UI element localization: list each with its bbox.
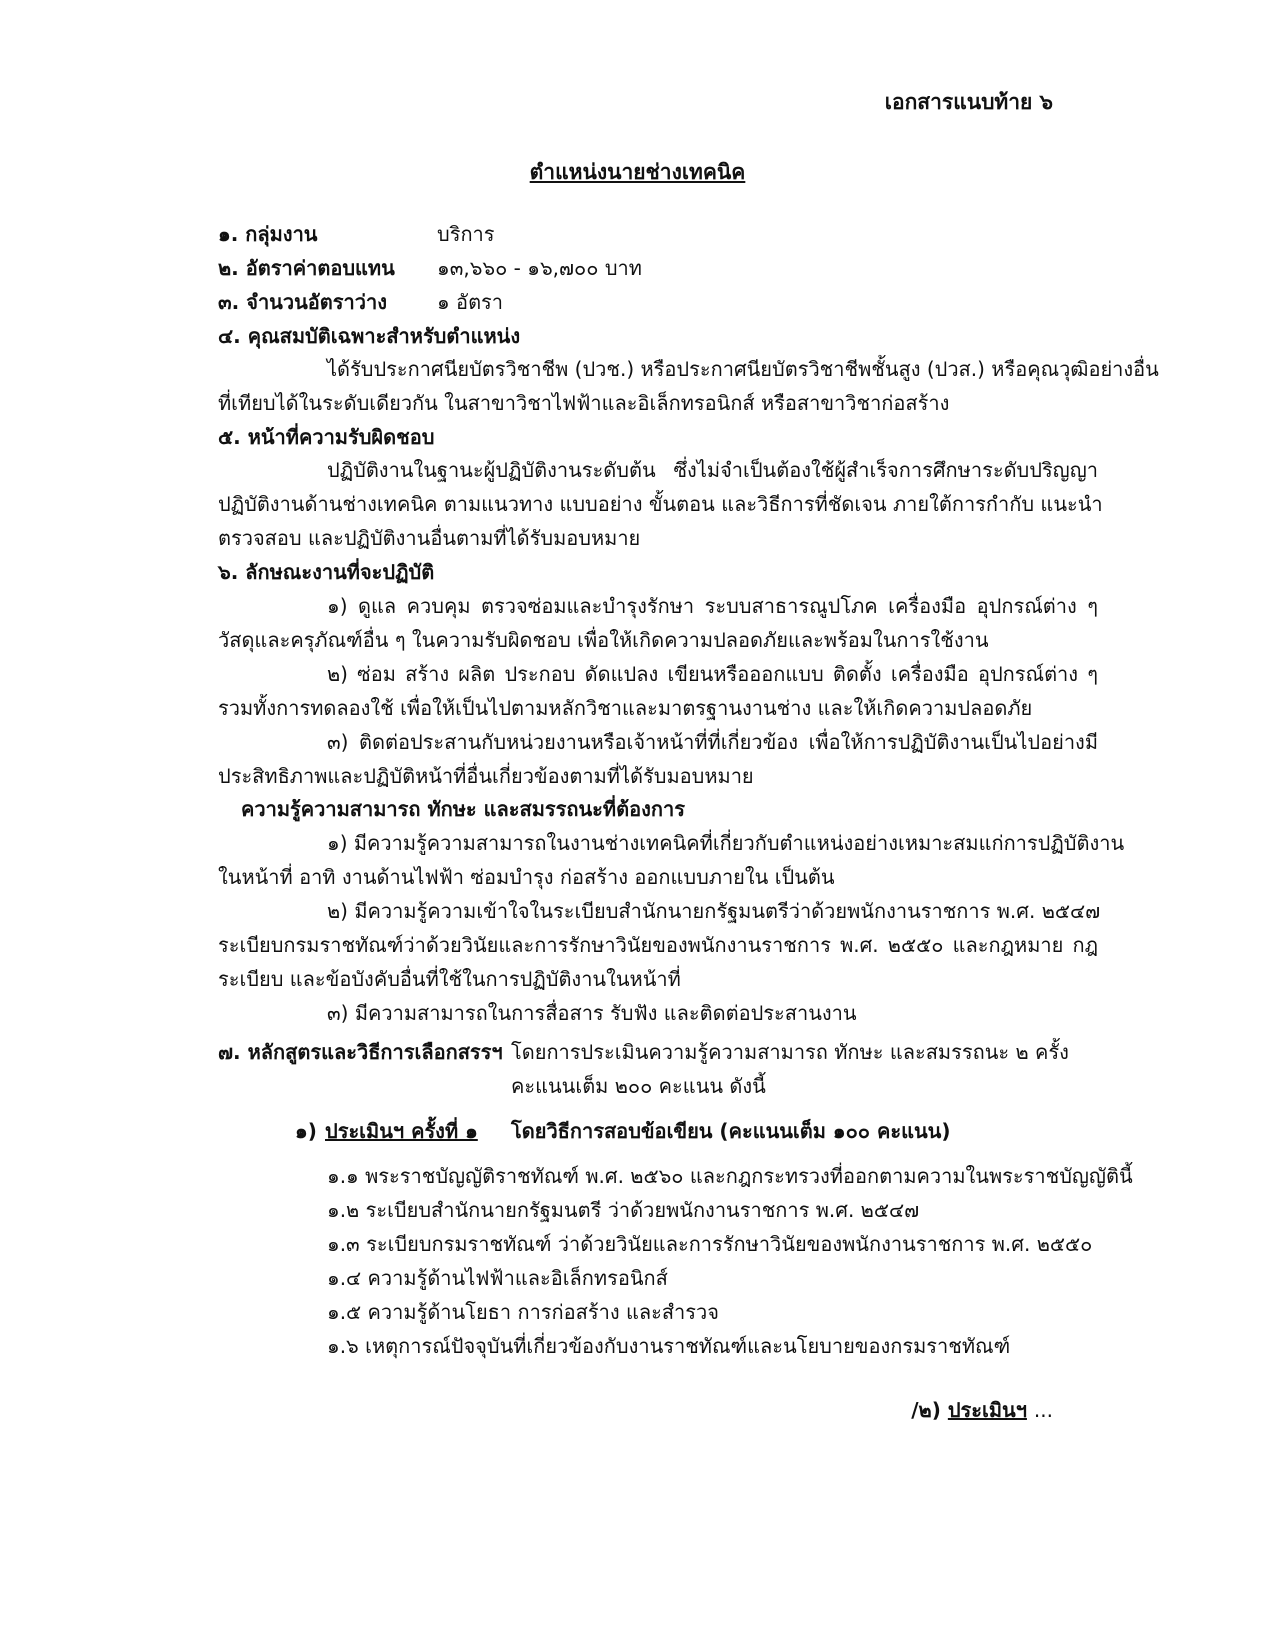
section-4-line-1: ได้รับประกาศนียบัตรวิชาชีพ (ปวช.) หรือประกาศนียบัตรวิชาชีพชั้นสูง (ปวส.) หรือคุณวุฒิอย่างอื่น	[327, 357, 1159, 381]
section-5-heading: ๕. หน้าที่ความรับผิดชอบ	[218, 425, 435, 449]
section-5-line-3: ตรวจสอบ และปฏิบัติงานอื่นตามที่ได้รับมอบหมาย	[218, 526, 641, 550]
continuation-link: ประเมินฯ	[947, 1398, 1027, 1422]
eval-1-topic: ๑.๒ ระเบียบสำนักนายกรัฐมนตรี ว่าด้วยพนักงานราชการ พ.ศ. ๒๕๔๗	[327, 1198, 920, 1222]
eval-1-topic: ๑.๖ เหตุการณ์ปัจจุบันที่เกี่ยวข้องกับงานราชทัณฑ์และนโยบายของกรมราชทัณฑ์	[327, 1334, 1011, 1358]
section-1-value: บริการ	[437, 222, 495, 246]
eval-1-label: ประเมินฯ ครั้งที่ ๑	[325, 1119, 478, 1143]
section-7-label: ๗. หลักสูตรและวิธีการเลือกสรรฯ	[218, 1040, 503, 1064]
section-3-value: ๑ อัตรา	[437, 290, 504, 314]
section-7-line-2: คะแนนเต็ม ๒๐๐ คะแนน ดังนี้	[511, 1074, 766, 1098]
duty-1-line-2: วัสดุและครุภัณฑ์อื่น ๆ ในความรับผิดชอบ เพื่อให้เกิดความปลอดภัยและพร้อมในการใช้งาน	[218, 628, 989, 652]
section-5-line-1: ปฏิบัติงานในฐานะผู้ปฏิบัติงานระดับต้น ซึ่งไม่จำเป็นต้องใช้ผู้สำเร็จการศึกษาระดับปริญญา	[327, 458, 1098, 482]
section-7-line-1: โดยการประเมินความรู้ความสามารถ ทักษะ และสมรรถนะ ๒ ครั้ง	[511, 1040, 1069, 1064]
knowledge-heading: ความรู้ความสามารถ ทักษะ และสมรรถนะที่ต้องการ	[241, 797, 685, 821]
section-2-value: ๑๓,๖๖๐ - ๑๖,๗๐๐ บาท	[437, 256, 642, 280]
eval-1-number: ๑)	[295, 1119, 317, 1143]
knowledge-1-line-2: ในหน้าที่ อาทิ งานด้านไฟฟ้า ซ่อมบำรุง ก่อสร้าง ออกแบบภายใน เป็นต้น	[218, 865, 835, 889]
duty-3-line-1: ๓) ติดต่อประสานกับหน่วยงานหรือเจ้าหน้าที่ที่เกี่ยวข้อง เพื่อให้การปฏิบัติงานเป็นไปอย่างมี	[327, 730, 1098, 754]
eval-1-topic: ๑.๑ พระราชบัญญัติราชทัณฑ์ พ.ศ. ๒๕๖๐ และกฎกระทรวงที่ออกตามความในพระราชบัญญัตินี้	[327, 1164, 1133, 1188]
section-3-label: ๓. จำนวนอัตราว่าง	[218, 290, 387, 314]
knowledge-3-line-1: ๓) มีความสามารถในการสื่อสาร รับฟัง และติดต่อประสานงาน	[327, 1001, 857, 1025]
continuation-suffix: ...	[1033, 1398, 1053, 1422]
page-title: ตำแหน่งนายช่างเทคนิค	[529, 160, 746, 184]
continuation-marker	[911, 1398, 1053, 1422]
eval-1-topic: ๑.๕ ความรู้ด้านโยธา การก่อสร้าง และสำรวจ	[327, 1300, 719, 1324]
knowledge-2-line-1: ๒) มีความรู้ความเข้าใจในระเบียบสำนักนายกรัฐมนตรีว่าด้วยพนักงานราชการ พ.ศ. ๒๕๔๗	[327, 899, 1101, 923]
eval-1-topic: ๑.๔ ความรู้ด้านไฟฟ้าและอิเล็กทรอนิกส์	[327, 1266, 668, 1290]
section-1-label: ๑. กลุ่มงาน	[218, 222, 318, 246]
eval-1-topic: ๑.๓ ระเบียบกรมราชทัณฑ์ ว่าด้วยวินัยและการรักษาวินัยของพนักงานราชการ พ.ศ. ๒๕๕๐	[327, 1232, 1093, 1256]
knowledge-2-line-3: ระเบียบ และข้อบังคับอื่นที่ใช้ในการปฏิบัติงานในหน้าที่	[218, 967, 681, 991]
eval-1-method: โดยวิธีการสอบข้อเขียน (คะแนนเต็ม ๑๐๐ คะแนน)	[511, 1119, 951, 1143]
knowledge-2-line-2: ระเบียบกรมราชทัณฑ์ว่าด้วยวินัยและการรักษาวินัยของพนักงานราชการ พ.ศ. ๒๕๕๐ และกฎหมาย กฎ	[218, 933, 1098, 957]
annex-label: เอกสารแนบท้าย ๖	[884, 90, 1053, 114]
duty-3-line-2: ประสิทธิภาพและปฏิบัติหน้าที่อื่นเกี่ยวข้องตามที่ได้รับมอบหมาย	[218, 764, 754, 788]
section-6-heading: ๖. ลักษณะงานที่จะปฏิบัติ	[218, 560, 435, 584]
knowledge-1-line-1: ๑) มีความรู้ความสามารถในงานช่างเทคนิคที่เกี่ยวกับตำแหน่งอย่างเหมาะสมแก่การปฏิบัติงาน	[327, 831, 1125, 855]
section-4-line-2: ที่เทียบได้ในระดับเดียวกัน ในสาขาวิชาไฟฟ้าและอิเล็กทรอนิกส์ หรือสาขาวิชาก่อสร้าง	[218, 391, 950, 415]
section-5-line-2: ปฏิบัติงานด้านช่างเทคนิค ตามแนวทาง แบบอย่าง ขั้นตอน และวิธีการที่ชัดเจน ภายใต้การกำกับ แนะนำ	[218, 492, 1103, 516]
section-4-heading: ๔. คุณสมบัติเฉพาะสำหรับตำแหน่ง	[218, 324, 521, 348]
duty-2-line-2: รวมทั้งการทดลองใช้ เพื่อให้เป็นไปตามหลักวิชาและมาตรฐานงานช่าง และให้เกิดความปลอดภัย	[218, 696, 1033, 720]
section-2-label: ๒. อัตราค่าตอบแทน	[218, 256, 395, 280]
duty-1-line-1: ๑) ดูแล ควบคุม ตรวจซ่อมและบำรุงรักษา ระบบสาธารณูปโภค เครื่องมือ อุปกรณ์ต่าง ๆ	[327, 594, 1098, 618]
duty-2-line-1: ๒) ซ่อม สร้าง ผลิต ประกอบ ดัดแปลง เขียนหรือออกแบบ ติดตั้ง เครื่องมือ อุปกรณ์ต่าง ๆ	[327, 662, 1098, 686]
continuation-prefix: /๒)	[911, 1398, 941, 1422]
